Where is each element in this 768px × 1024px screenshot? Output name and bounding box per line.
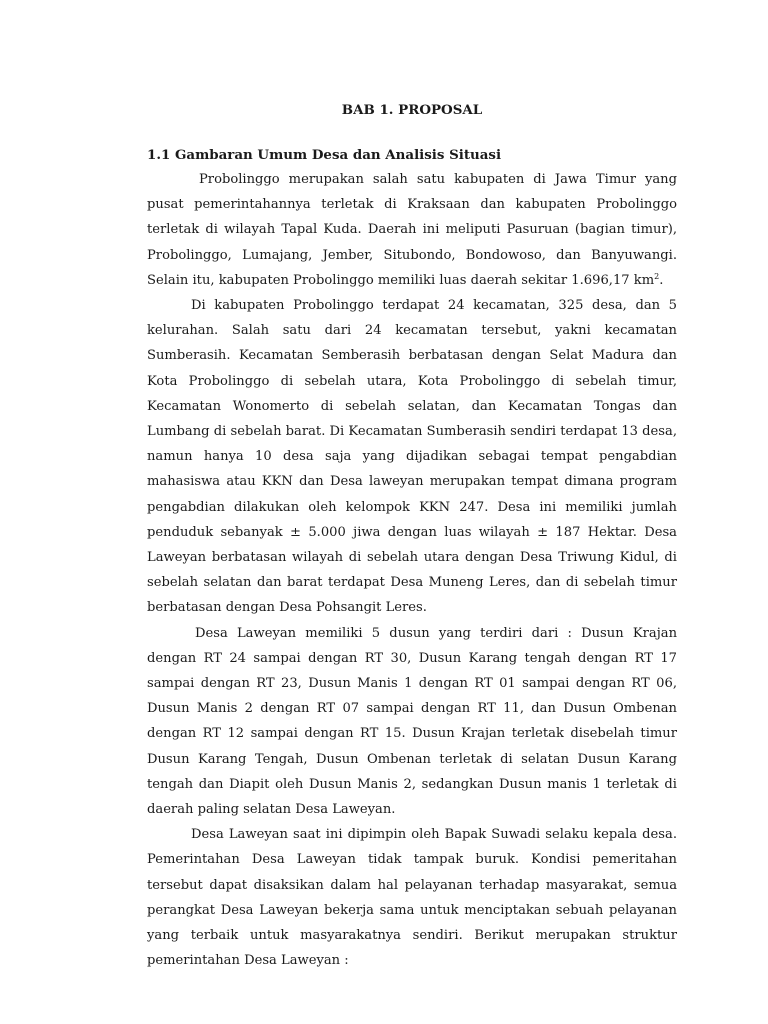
paragraph-1-end: . — [659, 272, 664, 288]
paragraph-1 — [147, 167, 677, 293]
superscript-2: 2 — [654, 271, 660, 281]
paragraph-4-text: Desa Laweyan saat ini dipimpin oleh Bapak Suwadi selaku kepala desa. Pemerintahan Desa Laweyan tidak tampak buruk. Kondisi pemeritahan tersebut dapat disaksikan dalam hal pelayanan terhadap masyarakat, semua perangkat Desa Laweyan bekerja sama untuk menciptakan sebuah pelayanan yang terbaik untuk masyarakatnya sendiri. Berikut merupakan struktur pemerintahan Desa Laweyan : — [147, 827, 677, 969]
paragraph-3-text: Desa Laweyan memiliki 5 dusun yang terdiri dari : Dusun Krajan dengan RT 24 sampai dengan RT 30, Dusun Karang tengah dengan RT 17 sampai dengan RT 23, Dusun Manis 1 dengan RT 01 sampai dengan RT 06, Dusun Manis 2 dengan RT 07 sampai dengan RT 11, dan Dusun Ombenan dengan RT 12 sampai dengan RT 15. Dusun Krajan terletak disebelah timur Dusun Karang Tengah, Dusun Ombenan terletak di selatan Dusun Karang tengah dan Diapit oleh Dusun Manis 2, sedangkan Dusun manis 1 terletak di daerah paling selatan Desa Laweyan. — [147, 625, 677, 818]
paragraph-4 — [147, 822, 677, 973]
chapter-title: BAB 1. PROPOSAL — [341, 102, 483, 118]
paragraph-2-text: Di kabupaten Probolinggo terdapat 24 kecamatan, 325 desa, dan 5 kelurahan. Salah satu dari 24 kecamatan tersebut, yakni kecamatan Sumberasih. Kecamatan Semberasih berbatasan dengan Selat Madura dan Kota Probolinggo di sebelah utara, Kota Probolinggo di sebelah timur, Kecamatan Wonomerto di sebelah selatan, dan Kecamatan Tongas dan Lumbang di sebelah barat. Di Kecamatan Sumberasih sendiri terdapat 13 desa, namun hanya 10 desa saja yang dijadikan sebagai tempat pengabdian mahasiswa atau KKN dan Desa laweyan merupakan tempat dimana program pengabdian dilakukan oleh kelompok KKN 247. Desa ini memiliki jumlah penduduk sebanyak ± 5.000 jiwa dengan luas wilayah ± 187 Hektar. Desa Laweyan berbatasan wilayah di sebelah utara dengan Desa Triwung Kidul, di sebelah selatan dan barat terdapat Desa Muneng Leres, dan di sebelah timur berbatasan dengan Desa Pohsangit Leres. — [147, 298, 677, 616]
paragraph-3 — [147, 621, 677, 823]
paragraph-2 — [147, 293, 677, 621]
section-heading: 1.1 Gambaran Umum Desa dan Analisis Situasi — [147, 147, 502, 163]
paragraph-1-text: Probolinggo merupakan salah satu kabupaten di Jawa Timur yang pusat pemerintahannya terletak di Kraksaan dan kabupaten Probolinggo terletak di wilayah Tapal Kuda. Daerah ini meliputi Pasuruan (bagian timur), Probolinggo, Lumajang, Jember, Situbondo, Bondowoso, dan Banyuwangi. Selain itu, kabupaten Probolinggo memiliki luas daerah sekitar 1.696,17 km — [147, 172, 677, 288]
document-body — [147, 97, 677, 974]
